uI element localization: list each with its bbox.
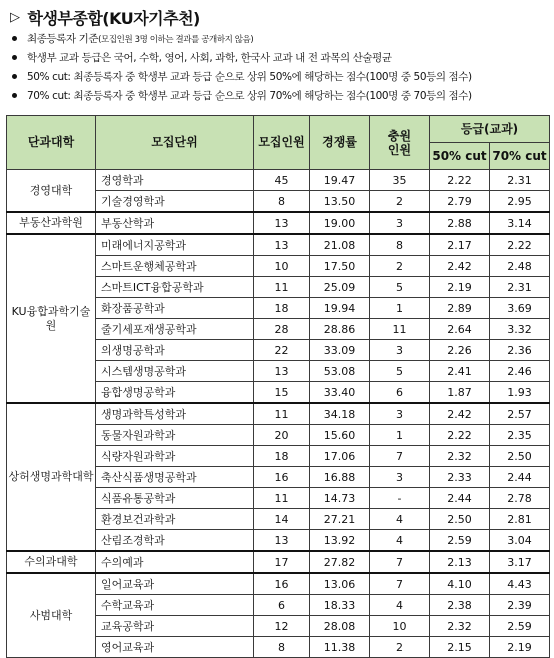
cut50-cell: 2.38	[430, 595, 490, 616]
cut50-cell: 1.87	[430, 382, 490, 404]
waitlist-cell: 10	[370, 616, 430, 637]
competition-cell: 19.94	[310, 298, 370, 319]
triangle-right-icon: ▷	[10, 9, 20, 25]
dept-cell: 경영학과	[96, 170, 254, 191]
dept-cell: 기술경영학과	[96, 191, 254, 213]
dept-cell: 부동산학과	[96, 212, 254, 234]
cut50-cell: 2.64	[430, 319, 490, 340]
competition-cell: 27.21	[310, 509, 370, 530]
note-item: 50% cut: 최종등록자 중 학생부 교과 등급 순으로 상위 50%에 해당하는 점수(100명 중 50등의 점수)	[10, 68, 550, 87]
quota-cell: 18	[254, 298, 310, 319]
header-dept: 모집단위	[96, 116, 254, 170]
waitlist-cell: 2	[370, 256, 430, 277]
competition-cell: 28.86	[310, 319, 370, 340]
table-row	[7, 551, 550, 573]
table-row	[7, 234, 550, 256]
cut50-cell: 2.32	[430, 446, 490, 467]
dept-cell: 축산식품생명공학과	[96, 467, 254, 488]
cut50-cell: 4.10	[430, 573, 490, 595]
table-row	[7, 170, 550, 191]
dept-cell: 수의예과	[96, 551, 254, 573]
quota-cell: 12	[254, 616, 310, 637]
quota-cell: 45	[254, 170, 310, 191]
dept-cell: 영어교육과	[96, 637, 254, 658]
cut70-cell: 2.39	[490, 595, 550, 616]
waitlist-cell: 7	[370, 551, 430, 573]
quota-cell: 16	[254, 573, 310, 595]
quota-cell: 16	[254, 467, 310, 488]
waitlist-cell: 2	[370, 191, 430, 213]
cut70-cell: 2.31	[490, 170, 550, 191]
competition-cell: 19.00	[310, 212, 370, 234]
quota-cell: 13	[254, 530, 310, 552]
table-body	[7, 170, 550, 658]
header-waitlist	[370, 116, 430, 170]
bullet-icon	[12, 93, 17, 98]
cut70-cell: 2.95	[490, 191, 550, 213]
cut70-cell: 2.22	[490, 234, 550, 256]
cut50-cell: 2.19	[430, 277, 490, 298]
dept-cell: 일어교육과	[96, 573, 254, 595]
cut50-cell: 2.17	[430, 234, 490, 256]
waitlist-cell: 1	[370, 425, 430, 446]
header-cut70: 70% cut	[490, 143, 550, 170]
dept-cell: 산림조경학과	[96, 530, 254, 552]
cut50-cell: 2.79	[430, 191, 490, 213]
dept-cell: 미래에너지공학과	[96, 234, 254, 256]
waitlist-cell: 4	[370, 530, 430, 552]
cut70-cell: 2.44	[490, 467, 550, 488]
waitlist-cell: 2	[370, 637, 430, 658]
bullet-icon	[12, 36, 17, 41]
page-title-text: 학생부종합(KU자기추천)	[27, 8, 200, 28]
dept-cell: 융합생명공학과	[96, 382, 254, 404]
cut70-cell: 2.78	[490, 488, 550, 509]
cut50-cell: 2.88	[430, 212, 490, 234]
waitlist-cell: 3	[370, 212, 430, 234]
header-quota: 모집인원	[254, 116, 310, 170]
dept-cell: 동물자원과학과	[96, 425, 254, 446]
cut70-cell: 3.69	[490, 298, 550, 319]
competition-cell: 13.92	[310, 530, 370, 552]
quota-cell: 11	[254, 488, 310, 509]
header-cut50: 50% cut	[430, 143, 490, 170]
competition-cell: 27.82	[310, 551, 370, 573]
quota-cell: 17	[254, 551, 310, 573]
cut50-cell: 2.22	[430, 170, 490, 191]
quota-cell: 10	[254, 256, 310, 277]
waitlist-cell: 7	[370, 446, 430, 467]
bullet-icon	[12, 74, 17, 79]
waitlist-cell: 11	[370, 319, 430, 340]
dept-cell: 수학교육과	[96, 595, 254, 616]
cut70-cell: 2.46	[490, 361, 550, 382]
college-cell: 경영대학	[7, 170, 96, 213]
competition-cell: 21.08	[310, 234, 370, 256]
dept-cell: 줄기세포재생공학과	[96, 319, 254, 340]
competition-cell: 11.38	[310, 637, 370, 658]
competition-cell: 16.88	[310, 467, 370, 488]
quota-cell: 14	[254, 509, 310, 530]
cut50-cell: 2.89	[430, 298, 490, 319]
dept-cell: 환경보건과학과	[96, 509, 254, 530]
dept-cell: 의생명공학과	[96, 340, 254, 361]
competition-cell: 53.08	[310, 361, 370, 382]
waitlist-cell: 3	[370, 467, 430, 488]
cut70-cell: 3.04	[490, 530, 550, 552]
header-college: 단과대학	[7, 116, 96, 170]
cut50-cell: 2.13	[430, 551, 490, 573]
quota-cell: 18	[254, 446, 310, 467]
cut50-cell: 2.42	[430, 256, 490, 277]
college-cell: KU융합과학기술원	[7, 234, 96, 403]
dept-cell: 식품유통공학과	[96, 488, 254, 509]
waitlist-cell: 4	[370, 509, 430, 530]
quota-cell: 13	[254, 212, 310, 234]
waitlist-cell: 7	[370, 573, 430, 595]
competition-cell: 13.50	[310, 191, 370, 213]
waitlist-cell: 3	[370, 403, 430, 425]
dept-cell: 생명과학특성학과	[96, 403, 254, 425]
note-item: 학생부 교과 등급은 국어, 수학, 영어, 사회, 과학, 한국사 교과 내 전 과목의 산술평균	[10, 49, 550, 68]
quota-cell: 15	[254, 382, 310, 404]
cut70-cell: 2.35	[490, 425, 550, 446]
competition-cell: 34.18	[310, 403, 370, 425]
college-cell: 사범대학	[7, 573, 96, 658]
admission-results-table	[6, 115, 550, 658]
cut50-cell: 2.22	[430, 425, 490, 446]
waitlist-cell: -	[370, 488, 430, 509]
quota-cell: 8	[254, 637, 310, 658]
quota-cell: 13	[254, 234, 310, 256]
cut70-cell: 3.17	[490, 551, 550, 573]
cut50-cell: 2.33	[430, 467, 490, 488]
header-grade: 등급(교과)	[430, 116, 550, 143]
competition-cell: 15.60	[310, 425, 370, 446]
competition-cell: 28.08	[310, 616, 370, 637]
waitlist-cell: 4	[370, 595, 430, 616]
cut70-cell: 3.14	[490, 212, 550, 234]
table-row	[7, 573, 550, 595]
competition-cell: 17.06	[310, 446, 370, 467]
quota-cell: 20	[254, 425, 310, 446]
header-waitlist-text: 충원 인원	[387, 128, 412, 157]
cut70-cell: 2.48	[490, 256, 550, 277]
college-cell: 상허생명과학대학	[7, 403, 96, 551]
quota-cell: 11	[254, 403, 310, 425]
waitlist-cell: 5	[370, 277, 430, 298]
cut50-cell: 2.26	[430, 340, 490, 361]
waitlist-cell: 5	[370, 361, 430, 382]
cut70-cell: 2.59	[490, 616, 550, 637]
cut70-cell: 2.36	[490, 340, 550, 361]
competition-cell: 18.33	[310, 595, 370, 616]
quota-cell: 13	[254, 361, 310, 382]
dept-cell: 화장품공학과	[96, 298, 254, 319]
dept-cell: 스마트ICT융합공학과	[96, 277, 254, 298]
competition-cell: 25.09	[310, 277, 370, 298]
competition-cell: 19.47	[310, 170, 370, 191]
quota-cell: 8	[254, 191, 310, 213]
dept-cell: 시스템생명공학과	[96, 361, 254, 382]
page-title	[10, 4, 200, 30]
waitlist-cell: 6	[370, 382, 430, 404]
quota-cell: 6	[254, 595, 310, 616]
competition-cell: 17.50	[310, 256, 370, 277]
cut50-cell: 2.15	[430, 637, 490, 658]
cut70-cell: 4.43	[490, 573, 550, 595]
cut70-cell: 2.31	[490, 277, 550, 298]
table-row	[7, 403, 550, 425]
cut70-cell: 2.81	[490, 509, 550, 530]
cut50-cell: 2.59	[430, 530, 490, 552]
cut50-cell: 2.32	[430, 616, 490, 637]
notes-list	[10, 30, 550, 106]
waitlist-cell: 8	[370, 234, 430, 256]
quota-cell: 22	[254, 340, 310, 361]
cut70-cell: 2.50	[490, 446, 550, 467]
quota-cell: 28	[254, 319, 310, 340]
waitlist-cell: 35	[370, 170, 430, 191]
cut50-cell: 2.50	[430, 509, 490, 530]
competition-cell: 13.06	[310, 573, 370, 595]
competition-cell: 33.09	[310, 340, 370, 361]
table-row	[7, 212, 550, 234]
dept-cell: 식량자원과학과	[96, 446, 254, 467]
waitlist-cell: 3	[370, 340, 430, 361]
cut50-cell: 2.41	[430, 361, 490, 382]
cut70-cell: 1.93	[490, 382, 550, 404]
college-cell: 수의과대학	[7, 551, 96, 573]
competition-cell: 33.40	[310, 382, 370, 404]
cut70-cell: 2.57	[490, 403, 550, 425]
cut70-cell: 3.32	[490, 319, 550, 340]
quota-cell: 11	[254, 277, 310, 298]
waitlist-cell: 1	[370, 298, 430, 319]
dept-cell: 교육공학과	[96, 616, 254, 637]
competition-cell: 14.73	[310, 488, 370, 509]
header-competition: 경쟁률	[310, 116, 370, 170]
cut50-cell: 2.44	[430, 488, 490, 509]
cut70-cell: 2.19	[490, 637, 550, 658]
note-item: 최종등록자 기준(모집인원 3명 이하는 결과를 공개하지 않음)	[10, 30, 550, 49]
dept-cell: 스마트운행체공학과	[96, 256, 254, 277]
note-item: 70% cut: 최종등록자 중 학생부 교과 등급 순으로 상위 70%에 해당하는 점수(100명 중 70등의 점수)	[10, 87, 550, 106]
college-cell: 부동산과학원	[7, 212, 96, 234]
bullet-icon	[12, 55, 17, 60]
cut50-cell: 2.42	[430, 403, 490, 425]
